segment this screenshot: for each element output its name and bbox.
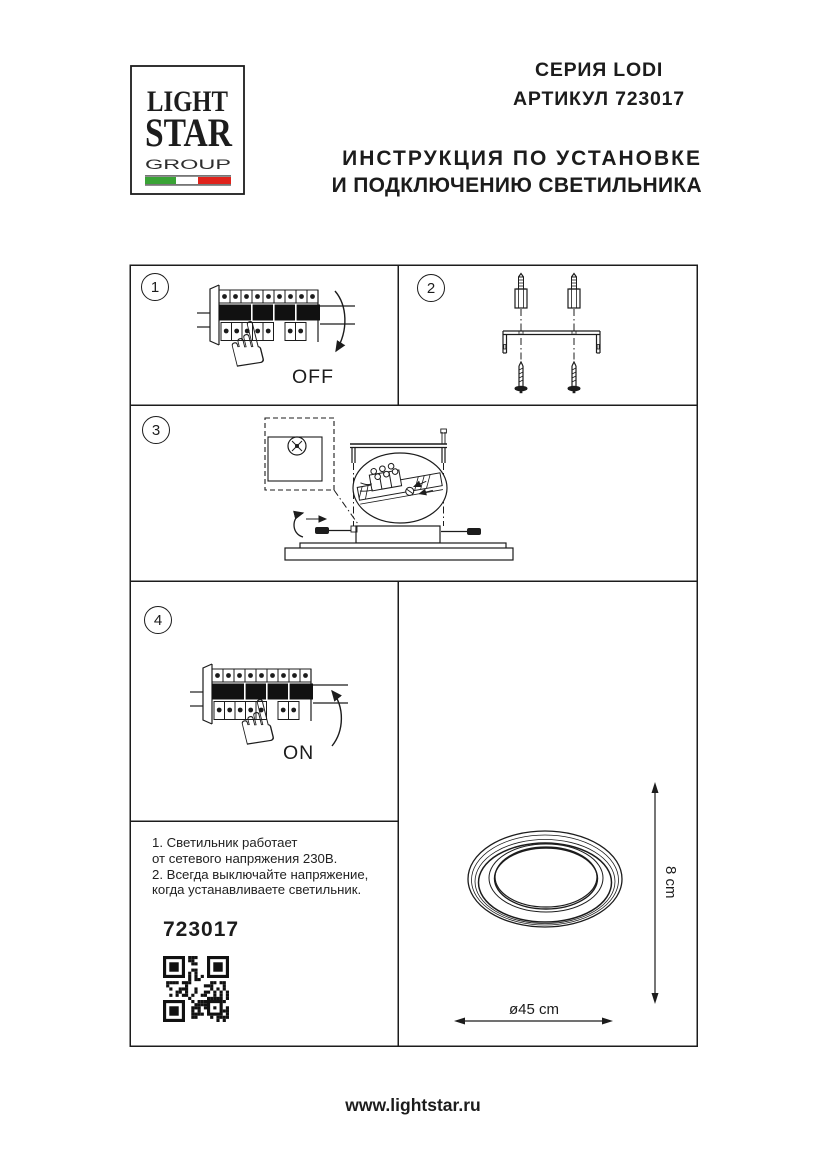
note-line: от сетевого напряжения 230В. <box>152 850 338 866</box>
on-label: ON <box>283 742 315 764</box>
page-title <box>332 145 702 199</box>
note-line: когда устанавливаете светильник. <box>152 882 362 898</box>
article-number: АРТИКУЛ 723017 <box>513 88 685 110</box>
height-label: 8 cm <box>662 866 679 899</box>
step-1-number: 1 <box>150 278 160 296</box>
logo-word-star: STAR <box>145 110 233 155</box>
article-number-large: 723017 <box>163 918 240 941</box>
step-4-number: 4 <box>153 611 163 629</box>
lightstar-logo <box>130 65 245 195</box>
title-line-1: ИНСТРУКЦИЯ ПО УСТАНОВКЕ <box>342 147 702 170</box>
lightstar-logo-graphic <box>130 65 245 195</box>
pointing-hand-icon: ☝ <box>230 685 283 763</box>
step-3-badge <box>142 416 170 444</box>
pointing-hand-icon: ☝ <box>220 307 273 385</box>
lamp-dimension-drawing <box>454 782 659 1025</box>
safety-notes <box>152 835 388 898</box>
qr-code <box>163 956 229 1022</box>
note-line: 2. Всегда выключайте напряжение, <box>152 866 369 882</box>
step-2-number: 2 <box>426 279 436 297</box>
step3-installation-diagram <box>265 418 513 560</box>
title-line-2: И ПОДКЛЮЧЕНИЮ СВЕТИЛЬНИКА <box>331 174 702 197</box>
note-line: 1. Светильник работает <box>152 835 298 850</box>
step-4-badge <box>144 606 172 634</box>
step-2-badge <box>417 274 445 302</box>
website-url: www.lightstar.ru <box>345 1095 481 1115</box>
italian-flag-bar <box>145 175 231 185</box>
diameter-label: ø45 cm <box>508 1001 559 1018</box>
header-series-block <box>398 56 800 114</box>
logo-word-group: GROUP <box>145 157 231 172</box>
step2-mounting-hardware-diagram <box>503 274 600 394</box>
step-3-number: 3 <box>151 421 161 439</box>
off-label: OFF <box>292 366 334 388</box>
series-name: СЕРИЯ LODI <box>534 59 664 81</box>
step-1-badge <box>141 273 169 301</box>
logo-word-light: LIGHT <box>147 85 228 118</box>
